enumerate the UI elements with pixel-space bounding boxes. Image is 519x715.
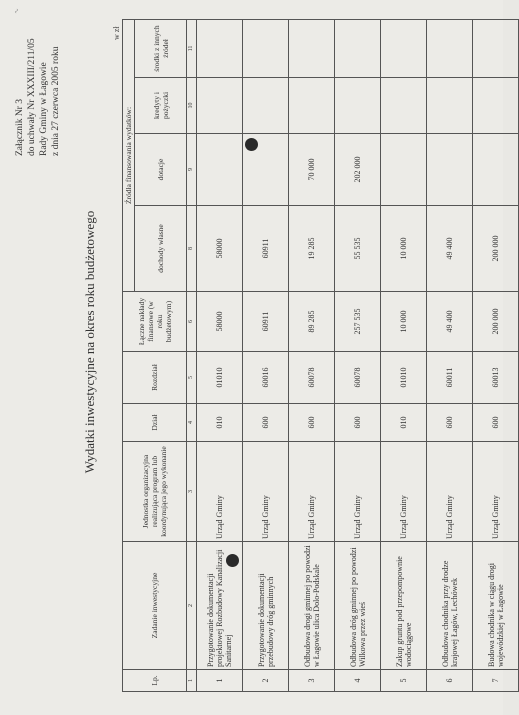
cell-jednostka: Urząd Gminy bbox=[243, 442, 289, 542]
cell-dochody: 58000 bbox=[197, 206, 243, 292]
column-number: 6 bbox=[187, 292, 197, 352]
cell-jednostka: Urząd Gminy bbox=[197, 442, 243, 542]
cell-dochody: 10 000 bbox=[381, 206, 427, 292]
rotated-content bbox=[8, 14, 505, 704]
cell-dochody: 60911 bbox=[243, 206, 289, 292]
header-dochody: dochody własne bbox=[135, 206, 187, 292]
cell-naklady: 60911 bbox=[243, 292, 289, 352]
column-number: 9 bbox=[187, 134, 197, 206]
cell-lp: 7 bbox=[473, 670, 519, 692]
cell-kredyty bbox=[473, 78, 519, 134]
cell-jednostka: Urząd Gminy bbox=[335, 442, 381, 542]
table-row bbox=[197, 20, 243, 692]
cell-zadanie: Zakup gruntu pod przepompownie wodociągowe bbox=[381, 542, 427, 670]
attachment-header bbox=[14, 16, 62, 156]
cell-srodki bbox=[335, 20, 381, 78]
cell-kredyty bbox=[243, 78, 289, 134]
cell-srodki bbox=[197, 20, 243, 78]
cell-dotacje: 202 000 bbox=[335, 134, 381, 206]
cell-kredyty bbox=[197, 78, 243, 134]
cell-rozdzial: 60013 bbox=[473, 352, 519, 404]
column-number: 2 bbox=[187, 542, 197, 670]
header-dzial: Dział bbox=[123, 404, 187, 442]
cell-dzial: 600 bbox=[427, 404, 473, 442]
cell-srodki bbox=[427, 20, 473, 78]
cell-dochody: 49 400 bbox=[427, 206, 473, 292]
cell-zadanie: Przygotowanie dokumentacji projektowej Rozbudowy Kanalizacji Sanitarnej bbox=[197, 542, 243, 670]
document-title: Wydatki inwestycyjne na okres roku budżetowego bbox=[82, 210, 97, 474]
cell-jednostka: Urząd Gminy bbox=[473, 442, 519, 542]
cell-srodki bbox=[381, 20, 427, 78]
cell-dochody: 200 000 bbox=[473, 206, 519, 292]
table-row bbox=[289, 20, 335, 692]
column-number: 11 bbox=[187, 20, 197, 78]
cell-lp: 3 bbox=[289, 670, 335, 692]
cell-naklady: 10 000 bbox=[381, 292, 427, 352]
investment-table bbox=[122, 19, 519, 692]
header-kredyty: kredyty i pożyczki bbox=[135, 78, 187, 134]
cell-dochody: 19 285 bbox=[289, 206, 335, 292]
cell-dochody: 55 535 bbox=[335, 206, 381, 292]
cell-dotacje bbox=[197, 134, 243, 206]
cell-jednostka: Urząd Gminy bbox=[381, 442, 427, 542]
cell-kredyty bbox=[289, 78, 335, 134]
header-line: Załącznik Nr 3 bbox=[15, 99, 25, 156]
cell-rozdzial: 60078 bbox=[335, 352, 381, 404]
cell-jednostka: Urząd Gminy bbox=[427, 442, 473, 542]
cell-lp: 4 bbox=[335, 670, 381, 692]
cell-rozdzial: 01010 bbox=[197, 352, 243, 404]
cell-dzial: 010 bbox=[197, 404, 243, 442]
cell-naklady: 89 285 bbox=[289, 292, 335, 352]
cell-dotacje bbox=[473, 134, 519, 206]
cell-dzial: 600 bbox=[289, 404, 335, 442]
cell-rozdzial: 60078 bbox=[289, 352, 335, 404]
column-number: 1 bbox=[187, 670, 197, 692]
header-line: z dnia 27 czerwca 2005 roku bbox=[51, 46, 61, 156]
table-row bbox=[427, 20, 473, 692]
cell-srodki bbox=[289, 20, 335, 78]
cell-zadanie: Odbudowa drogi gminnej po powodzi w Łagowie ulica Dolo-Podskale bbox=[289, 542, 335, 670]
table-row bbox=[473, 20, 519, 692]
cell-kredyty bbox=[335, 78, 381, 134]
cell-dzial: 010 bbox=[381, 404, 427, 442]
cell-dzial: 600 bbox=[243, 404, 289, 442]
header-naklady: Łączne nakłady finansowe (w roku budżetowym) bbox=[123, 292, 187, 352]
column-number: 8 bbox=[187, 206, 197, 292]
cell-lp: 2 bbox=[243, 670, 289, 692]
table-row bbox=[335, 20, 381, 692]
cell-dotacje bbox=[243, 134, 289, 206]
cell-lp: 1 bbox=[197, 670, 243, 692]
table-body bbox=[197, 20, 519, 692]
cell-srodki bbox=[243, 20, 289, 78]
column-number: 3 bbox=[187, 442, 197, 542]
cell-naklady: 200 000 bbox=[473, 292, 519, 352]
header-rozdzial: Rozdział bbox=[123, 352, 187, 404]
cell-rozdzial: 60011 bbox=[427, 352, 473, 404]
header-dotacje: dotacje bbox=[135, 134, 187, 206]
table-row bbox=[243, 20, 289, 692]
header-srodki: środki z innych źródeł bbox=[135, 20, 187, 78]
column-number: 4 bbox=[187, 404, 197, 442]
cell-rozdzial: 60016 bbox=[243, 352, 289, 404]
table-row bbox=[381, 20, 427, 692]
cell-dzial: 600 bbox=[473, 404, 519, 442]
cell-srodki bbox=[473, 20, 519, 78]
cell-dotacje bbox=[381, 134, 427, 206]
header-zrodla: Źródła finansowania wydatków: bbox=[123, 20, 135, 292]
cell-zadanie: Budowa chodnika w ciągu drogi wojewódzkiej w Łagowie bbox=[473, 542, 519, 670]
unit-label: w zł bbox=[112, 26, 121, 40]
cell-zadanie: Odbudowa dróg gminnej po powodzi Wilkowa przez wieś bbox=[335, 542, 381, 670]
column-number: 10 bbox=[187, 78, 197, 134]
header-lp: Lp. bbox=[123, 670, 187, 692]
cell-naklady: 58000 bbox=[197, 292, 243, 352]
header-line: Rady Gminy w Łagowie bbox=[39, 62, 49, 156]
cell-zadanie: Odbudowa chodnika przy drodze krajowej Łagów, Lechówek bbox=[427, 542, 473, 670]
column-number: 5 bbox=[187, 352, 197, 404]
header-zadanie: Zadanie inwestycyjne bbox=[123, 542, 187, 670]
header-jednostka: Jednostka organizacyjna realizująca program lub koordynująca jego wykonanie bbox=[123, 442, 187, 542]
cell-kredyty bbox=[427, 78, 473, 134]
pen-mark: ~ bbox=[10, 6, 22, 16]
cell-naklady: 257 535 bbox=[335, 292, 381, 352]
cell-dotacje bbox=[427, 134, 473, 206]
cell-lp: 6 bbox=[427, 670, 473, 692]
cell-naklady: 49 400 bbox=[427, 292, 473, 352]
cell-kredyty bbox=[381, 78, 427, 134]
cell-dzial: 600 bbox=[335, 404, 381, 442]
cell-jednostka: Urząd Gminy bbox=[289, 442, 335, 542]
cell-zadanie: Przygotowanie dokumentacji przebudowy dróg gminnych bbox=[243, 542, 289, 670]
cell-lp: 5 bbox=[381, 670, 427, 692]
cell-dotacje: 70 000 bbox=[289, 134, 335, 206]
cell-rozdzial: 01010 bbox=[381, 352, 427, 404]
header-line: do uchwały Nr XXXIII/211/05 bbox=[27, 38, 37, 156]
